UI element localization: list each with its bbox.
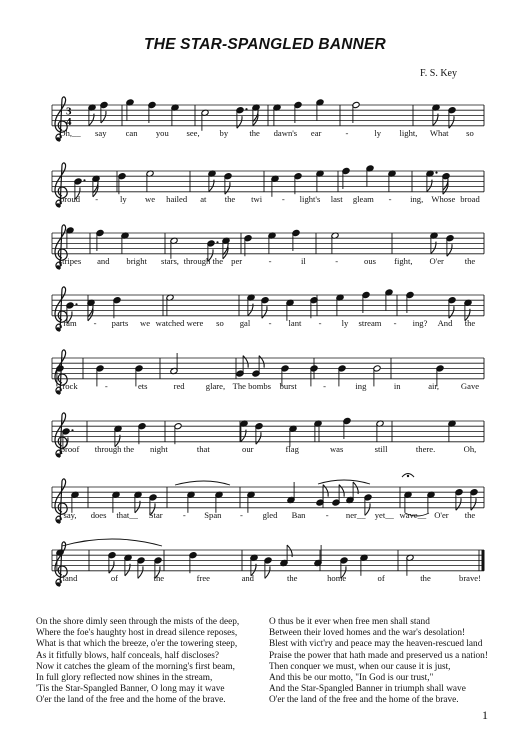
note — [362, 291, 370, 313]
lyric-syllable: And — [437, 318, 453, 328]
lyric-syllable: say — [95, 128, 107, 138]
time-signature-top: 3 — [66, 105, 72, 118]
lyric-syllable: Star — [148, 510, 163, 520]
lyric-syllable: light, — [399, 128, 418, 138]
note — [455, 489, 463, 511]
note — [96, 229, 104, 251]
note — [343, 417, 351, 439]
lyric-syllable: last — [330, 194, 343, 204]
lyric-syllable: red — [173, 381, 185, 391]
note — [432, 104, 440, 126]
note — [88, 104, 96, 126]
note — [426, 170, 438, 192]
lyric-syllable: the — [464, 256, 476, 266]
lyric-syllable: - — [325, 510, 329, 520]
lyric-syllable: were — [186, 318, 204, 328]
note — [442, 173, 450, 195]
lyric-syllable: - — [281, 194, 285, 204]
lyric-syllable: at — [200, 194, 207, 204]
lyric-syllable: see, — [186, 128, 200, 138]
song-title: THE STAR-SPANGLED BANNER — [144, 36, 386, 53]
note — [236, 107, 248, 129]
note — [138, 423, 146, 445]
lyric-syllable: light's — [299, 194, 321, 204]
verse-line: As it fitfully blows, half conceals, half discloses? — [36, 650, 220, 661]
lyric-syllable: - — [95, 194, 99, 204]
lyric-syllable: ear — [310, 128, 322, 138]
note — [224, 173, 232, 195]
time-signature-bottom: 4 — [66, 116, 72, 128]
note — [314, 420, 322, 442]
note — [146, 170, 154, 192]
note — [56, 549, 64, 571]
lyric-syllable: the — [464, 510, 476, 520]
lyric-syllable: glare, — [205, 381, 226, 391]
note — [268, 232, 276, 254]
lyric-syllable: broad — [460, 194, 480, 204]
note — [255, 423, 263, 445]
verse-line: What is that which the breeze, o'er the towering steep, — [36, 639, 238, 650]
note — [316, 99, 324, 121]
lyric-syllable: stripes — [58, 256, 82, 266]
lyric-syllable: - — [104, 381, 108, 391]
lyric-syllable: of — [377, 573, 385, 583]
lyric-syllable: stream — [358, 318, 382, 328]
lyric-syllable: Oh,__ — [59, 128, 81, 138]
lyric-syllable: ram — [63, 318, 77, 328]
verse-line: On the shore dimly seen through the mists of the deep, — [36, 617, 240, 627]
lyric-syllable: - — [239, 510, 243, 520]
verse-line: And the Star-Spangled Banner in triumph shall wave — [269, 684, 466, 695]
lyric-syllable: through the — [183, 256, 224, 266]
note — [174, 423, 182, 445]
lyric-syllable: wave__ — [399, 510, 427, 520]
lyric-syllable: proof — [60, 444, 80, 454]
lyric-syllable: Span — [204, 510, 222, 520]
lyric-syllable: lant — [288, 318, 302, 328]
lyric-syllable: in — [393, 381, 401, 391]
note — [113, 297, 121, 319]
lyric-syllable: - — [335, 256, 339, 266]
lyric-syllable: ing? — [412, 318, 428, 328]
lyric-syllable: the — [224, 194, 236, 204]
lyric-syllable: - — [393, 318, 397, 328]
page-number: 1 — [482, 708, 488, 722]
note — [360, 554, 368, 576]
note — [118, 173, 126, 195]
lyric-syllable: the — [420, 573, 431, 583]
note — [336, 294, 344, 316]
note — [280, 545, 292, 567]
note — [247, 491, 255, 513]
note — [264, 557, 272, 579]
note — [201, 109, 209, 131]
lyric-syllable: you — [155, 128, 169, 138]
lyric-syllable: hailed — [166, 194, 188, 204]
lyric-syllable: watched — [155, 318, 185, 328]
lyric-syllable: - — [182, 510, 186, 520]
verse-line: O'er the land of the free and the home of the brave. — [36, 695, 226, 706]
lyric-syllable: ly — [341, 318, 349, 328]
lyric-syllable: ets — [137, 381, 148, 391]
lyric-syllable: parts — [111, 318, 129, 328]
verse-line: Praise the power that hath made and preserved us a nation! — [269, 650, 488, 661]
note — [346, 482, 358, 504]
lyric-syllable: ly — [119, 194, 127, 204]
lyric-syllable: gled — [262, 510, 278, 520]
lyric-syllable: What — [429, 128, 449, 138]
note — [261, 297, 269, 319]
lyric-syllable: dawn's — [273, 128, 298, 138]
lyric-syllable: can — [125, 128, 138, 138]
lyric-syllable: - — [345, 128, 349, 138]
note — [294, 173, 302, 195]
verse-line: Blest with vict'ry and peace may the heaven-rescued land — [269, 639, 483, 650]
note — [376, 420, 384, 442]
lyric-syllable: does — [90, 510, 107, 520]
lyric-syllable: flag — [285, 444, 299, 454]
lyric-syllable: of — [110, 573, 119, 583]
note — [271, 175, 279, 197]
lyric-syllable: O'er — [429, 256, 444, 266]
lyric-syllable: proud — [59, 194, 81, 204]
fermata-icon — [402, 474, 414, 478]
note — [406, 554, 414, 576]
lyric-syllable: say, — [63, 510, 77, 520]
lyric-syllable: the — [286, 573, 298, 583]
verse-line: And this be our motto, "In God is our trust," — [269, 673, 434, 684]
note — [338, 365, 346, 387]
note — [331, 232, 339, 254]
note — [148, 101, 156, 123]
lyric-syllable: gleam — [352, 194, 374, 204]
lyric-syllable: there. — [415, 444, 436, 454]
slur — [175, 481, 230, 485]
lyric-syllable: Ban — [291, 510, 306, 520]
note — [388, 170, 396, 192]
lyric-syllable: per — [231, 256, 243, 266]
verse-line: Between their loved homes and the war's desolation! — [269, 628, 466, 639]
lyric-syllable: that — [196, 444, 210, 454]
lyric-syllable: home — [327, 573, 347, 583]
lyric-syllable: - — [268, 318, 272, 328]
lyric-syllable: by — [219, 128, 229, 138]
staff — [52, 233, 484, 254]
lyric-syllable: night — [150, 444, 168, 454]
lyric-syllable: ing, — [410, 194, 424, 204]
note — [252, 104, 260, 126]
lyric-syllable: air, — [428, 381, 440, 391]
lyric-syllable: - — [323, 381, 326, 391]
note — [66, 227, 74, 249]
lyric-syllable: ly — [374, 128, 382, 138]
note — [314, 545, 322, 567]
lyric-syllable: - — [388, 194, 392, 204]
note — [470, 489, 478, 511]
note — [96, 365, 104, 387]
note — [287, 482, 295, 504]
note — [316, 170, 324, 192]
lyric-syllable: the — [249, 128, 260, 138]
lyric-syllable: il — [300, 256, 306, 266]
verse-line: Where the foe's haughty host in dread silence reposes, — [36, 628, 238, 639]
note — [208, 170, 216, 192]
lyric-syllable: Gave — [460, 381, 480, 391]
lyric-syllable: burst — [279, 381, 297, 391]
lyric-syllable: O'er — [434, 510, 449, 520]
note — [406, 291, 414, 313]
slur — [318, 480, 370, 484]
note — [448, 297, 456, 319]
note — [137, 557, 145, 579]
lyric-syllable: - — [268, 256, 272, 266]
note — [124, 554, 132, 576]
lyric-syllable: we — [139, 318, 151, 328]
staff — [52, 358, 484, 379]
lyric-syllable: the — [153, 573, 165, 583]
lyric-syllable: stars, — [161, 256, 179, 266]
note — [171, 104, 179, 126]
verse-line: Then conquer we must, when our cause it is just, — [269, 661, 451, 672]
lyric-syllable: through the — [94, 444, 135, 454]
note — [222, 237, 230, 259]
verse-line: 'Tis the Star-Spangled Banner, O long may it wave — [36, 684, 225, 695]
note — [100, 101, 108, 123]
note — [446, 235, 454, 257]
verse-line: O'er the land of the free and the home of the brave. — [269, 695, 459, 706]
lyric-syllable: bright — [126, 256, 147, 266]
note — [385, 289, 393, 311]
lyric-syllable: rock — [62, 381, 78, 391]
note — [294, 101, 302, 123]
lyric-syllable: - — [93, 318, 97, 328]
lyric-syllable: ing — [355, 381, 367, 391]
note — [352, 101, 360, 123]
note — [187, 491, 195, 513]
verse-line: In full glory reflected now shines in the stream, — [36, 673, 213, 684]
lyric-syllable: - — [318, 318, 322, 328]
note — [430, 232, 438, 254]
lyric-syllable: gal — [239, 318, 251, 328]
lyric-syllable: so — [466, 128, 474, 138]
lyric-syllable: and — [241, 573, 254, 583]
note — [166, 294, 174, 316]
lyric-syllable: fight, — [394, 256, 413, 266]
final-barline-thick — [482, 550, 485, 571]
lyric-syllable: brave! — [459, 573, 481, 583]
note — [244, 235, 252, 257]
lyric-syllable: twi — [251, 194, 263, 204]
note — [189, 552, 197, 574]
author-credit: F. S. Key — [420, 68, 457, 79]
note — [448, 107, 456, 129]
lyric-syllable: the — [464, 318, 476, 328]
note — [170, 353, 178, 375]
lyric-syllable: yet__ — [374, 510, 394, 520]
lyric-syllable: ous — [364, 256, 376, 266]
note — [448, 420, 456, 442]
lyric-syllable: Whose — [431, 194, 456, 204]
lyric-syllable: still — [374, 444, 388, 454]
note — [108, 552, 116, 574]
lyric-syllable: was — [329, 444, 344, 454]
lyric-syllable: our — [242, 444, 254, 454]
lyric-syllable: ner__ — [345, 510, 366, 520]
lyric-syllable: and — [97, 256, 110, 266]
lyric-syllable: Oh, — [463, 444, 477, 454]
lyric-syllable: The bombs — [232, 381, 272, 391]
slur — [62, 539, 162, 546]
lyric-syllable: that__ — [116, 510, 138, 520]
verse-line: Now it catches the gleam of the morning's first beam, — [36, 661, 235, 672]
lyric-syllable: free — [196, 573, 211, 583]
note — [366, 165, 374, 187]
lyric-syllable: land — [62, 573, 78, 583]
note — [373, 365, 381, 387]
note — [273, 104, 281, 126]
verse-right — [269, 617, 488, 707]
note — [126, 99, 134, 121]
note — [342, 167, 350, 189]
note — [121, 232, 129, 254]
note — [292, 229, 300, 251]
verse-left — [36, 617, 239, 707]
note — [240, 420, 248, 442]
lyric-syllable: we — [144, 194, 156, 204]
note — [247, 294, 255, 316]
lyric-syllable: so — [216, 318, 224, 328]
verse-line: O thus be it ever when free men shall stand — [269, 617, 430, 627]
